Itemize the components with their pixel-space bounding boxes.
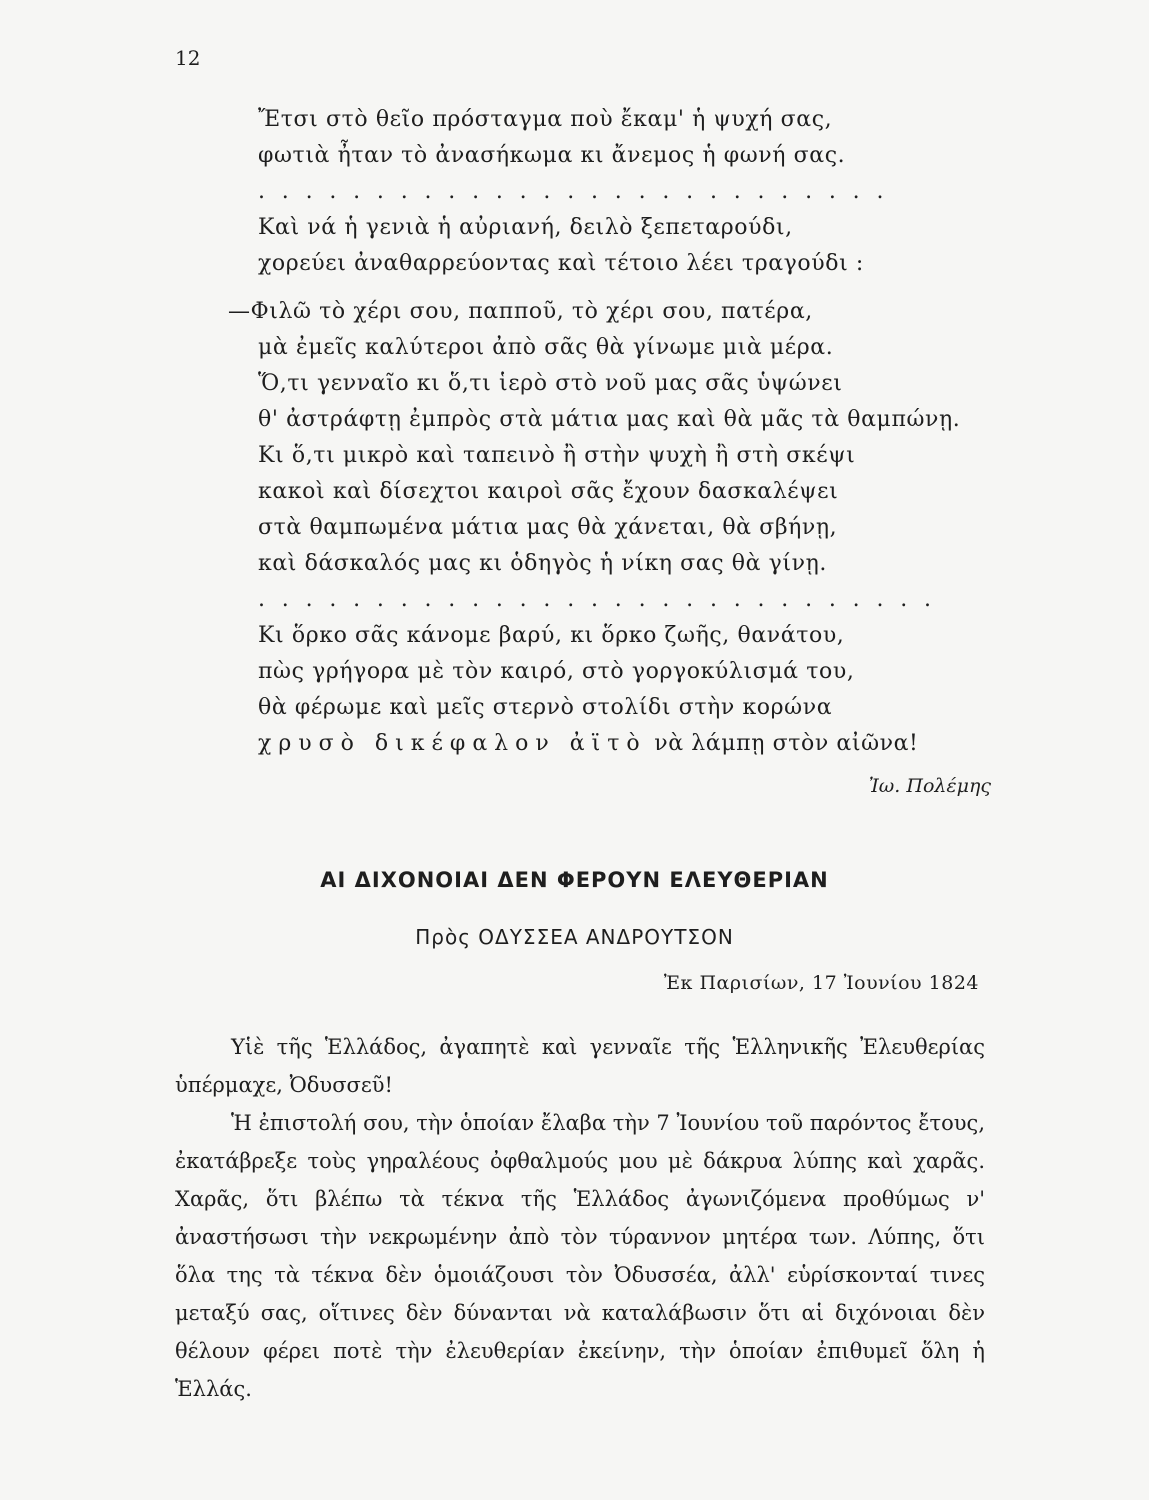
poem-line: Ἔτσι στὸ θεῖο πρόσταγμα ποὺ ἔκαμ' ἡ ψυχή σας, bbox=[258, 107, 833, 132]
stanza-separator: . . . . . . . . . . . . . . . . . . . . . . . . . . . bbox=[258, 179, 889, 204]
poem-line: —Φιλῶ τὸ χέρι σου, παπποῦ, τὸ χέρι σου, πατέρα, bbox=[228, 299, 813, 324]
poem bbox=[228, 102, 1058, 762]
poem-line: φωτιὰ ἦταν τὸ ἀνασήκωμα κι ἄνεμος ἡ φωνή σας. bbox=[258, 143, 846, 168]
letter-dateline: Ἐκ Παρισίων, 17 Ἰουνίου 1824 bbox=[663, 972, 979, 994]
poem-line: πὼς γρήγορα μὲ τὸν καιρό, στὸ γοργοκύλισμά του, bbox=[258, 659, 855, 684]
poem-line: θ' ἀστράφτῃ ἐμπρὸς στὰ μάτια μας καὶ θὰ μᾶς τὰ θαμπώνῃ. bbox=[258, 407, 961, 432]
poem-line: κακοὶ καὶ δίσεχτοι καιροὶ σᾶς ἔχουν δασκαλέψει bbox=[258, 479, 839, 504]
poem-line: καὶ δάσκαλός μας κι ὁδηγὸς ἡ νίκη σας θὰ γίνῃ. bbox=[258, 551, 827, 576]
letter-body bbox=[175, 1028, 985, 1408]
letter-title: ΑΙ ΔΙΧΟΝΟΙΑΙ ΔΕΝ ΦΕΡΟΥΝ ΕΛΕΥΘΕΡΙΑΝ bbox=[320, 868, 829, 892]
letter-paragraph: Ἡ ἐπιστολή σου, τὴν ὁποίαν ἔλαβα τὴν 7 Ἰουνίου τοῦ παρόντος ἔτους, ἐκατάβρεξε τοὺς γηραλέους ὀφθαλμούς μου μὲ δάκρυα λύπης καὶ χαρᾶς. Χαρᾶς, ὅτι βλέπω τὰ τέκνα τῆς Ἑλλάδος ἀγωνιζόμενα προθύμως ν' ἀναστήσωσι τὴν νεκρωμένην ἀπὸ τὸν τύραννον μητέρα των. Λύπης, ὅτι ὅλα της τὰ τέκνα δὲν ὁμοιάζουσι τὸν Ὀδυσσέα, ἀλλ' εὑρίσκονταί τινες μεταξύ σας, οἵτινες δὲν δύνανται νὰ καταλάβωσιν ὅτι αἱ διχόνοιαι δὲν θέλουν φέρει ποτὲ τὴν ἐλευθερίαν ἐκείνην, τὴν ὁποίαν ἐπιθυμεῖ ὅλη ἡ Ἑλλάς. bbox=[175, 1111, 985, 1401]
poem-author: Ἰω. Πολέμης bbox=[868, 775, 991, 797]
poem-line: στὰ θαμπωμένα μάτια μας θὰ χάνεται, θὰ σβήνῃ, bbox=[258, 515, 838, 540]
spaced-emphasis: χρυσὸ δικέφαλον ἀϊτὸ bbox=[258, 731, 647, 756]
poem-line: Κι ὅρκο σᾶς κάνομε βαρύ, κι ὅρκο ζωῆς, θανάτου, bbox=[258, 623, 845, 648]
poem-line bbox=[258, 726, 1058, 762]
stanza-separator: . . . . . . . . . . . . . . . . . . . . . . . . . . . . . bbox=[258, 587, 936, 612]
poem-line: μὰ ἐμεῖς καλύτεροι ἀπὸ σᾶς θὰ γίνωμε μιὰ μέρα. bbox=[258, 335, 834, 360]
poem-line: Κι ὅ,τι μικρὸ καὶ ταπεινὸ ἢ στὴν ψυχὴ ἢ στὴ σκέψι bbox=[258, 443, 856, 468]
letter-recipient: Πρὸς ΟΔΥΣΣΕΑ ΑΝΔΡΟΥΤΣΟΝ bbox=[415, 925, 734, 949]
letter-paragraph: Υἱὲ τῆς Ἑλλάδος, ἀγαπητὲ καὶ γενναῖε τῆς Ἑλληνικῆς Ἐλευθερίας ὑπέρμαχε, Ὀδυσσεῦ! bbox=[175, 1035, 985, 1097]
poem-line: Ὅ,τι γενναῖο κι ὅ,τι ἱερὸ στὸ νοῦ μας σᾶς ὑψώνει bbox=[258, 371, 843, 396]
poem-line: Καὶ νά ἡ γενιὰ ἡ αὐριανή, δειλὸ ξεπεταρούδι, bbox=[258, 215, 793, 240]
poem-line: θὰ φέρωμε καὶ μεῖς στερνὸ στολίδι στὴν κορώνα bbox=[258, 695, 833, 720]
poem-line-ending: νὰ λάμπῃ στὸν αἰῶνα! bbox=[646, 731, 919, 756]
page-number: 12 bbox=[175, 46, 201, 70]
poem-line: χορεύει ἀναθαρρεύοντας καὶ τέτοιο λέει τραγούδι : bbox=[258, 251, 864, 276]
